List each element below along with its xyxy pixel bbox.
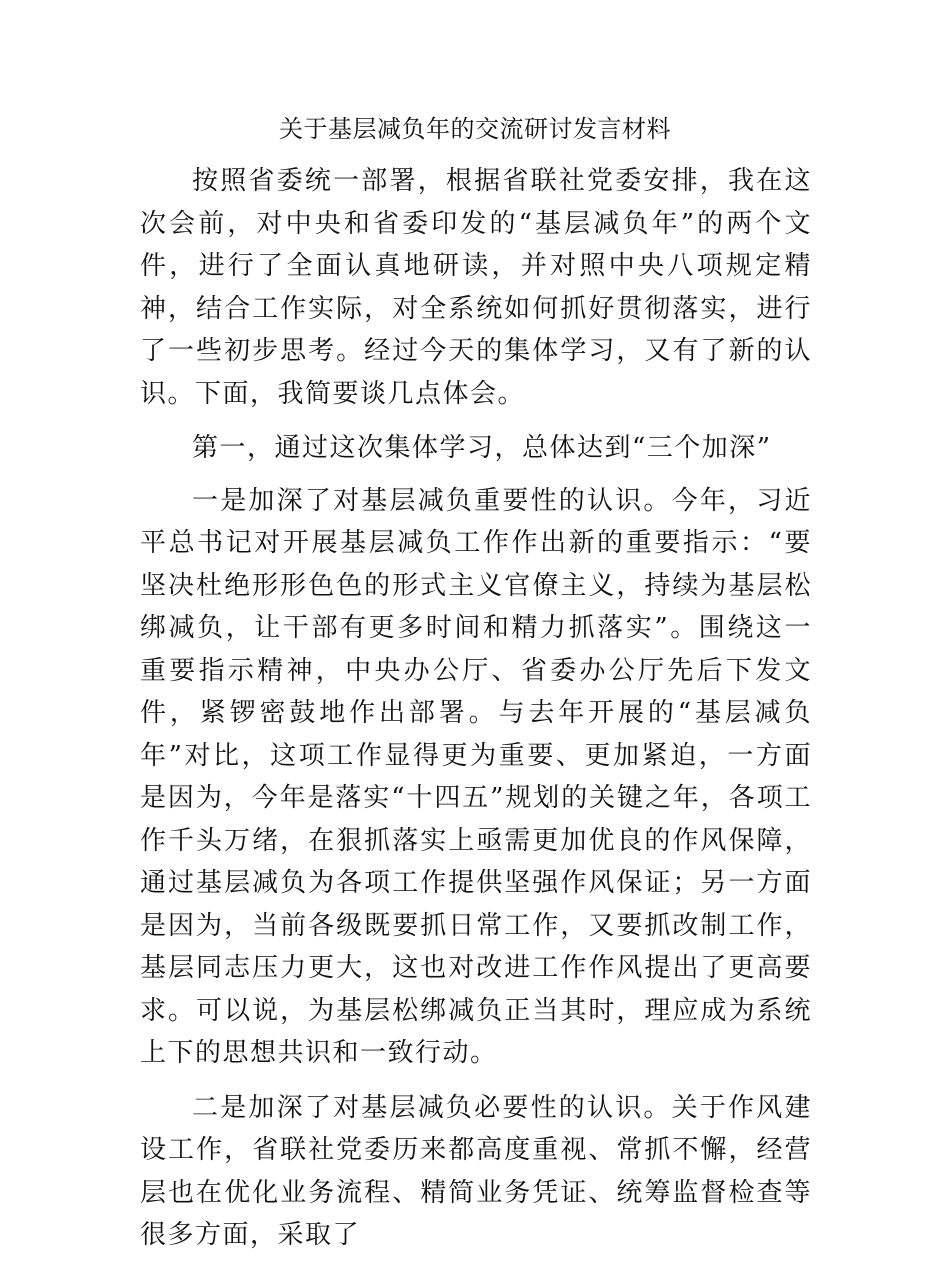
paragraph-intro: 按照省委统一部署，根据省联社党委安排，我在这次会前，对中央和省委印发的“基层减负年”的两个文件，进行了全面认真地研读，并对照中央八项规定精神，结合工作实际，对全系统如何抓好贯彻落实，进行了一些初步思考。经过今天的集体学习，又有了新的认识。下面，我简要谈几点体会。 <box>140 166 812 409</box>
paragraph-necessity: 二是加深了对基层减负必要性的认识。关于作风建设工作，省联社党委历来都高度重视、常抓不懈，经营层也在优化业务流程、精简业务凭证、统筹监督检查等很多方面，采取了 <box>140 1092 812 1250</box>
paragraph-importance: 一是加深了对基层减负重要性的认识。今年，习近平总书记对开展基层减负工作作出新的重要指示：“要坚决杜绝形形色色的形式主义官僚主义，持续为基层松绑减负，让干部有更多时间和精力抓落实”。围绕这一重要指示精神，中央办公厅、省委办公厅先后下发文件，紧锣密鼓地作出部署。与去年开展的“基层减负年”对比，这项工作显得更为重要、更加紧迫，一方面是因为，今年是落实“十四五”规划的关键之年，各项工作千头万绪，在狠抓落实上亟需更加优良的作风保障，通过基层减负为各项工作提供坚强作风保证；另一方面是因为，当前各级既要抓日常工作，又要抓改制工作，基层同志压力更大，这也对改进工作作风提出了更高要求。可以说，为基层松绑减负正当其时，理应成为系统上下的思想共识和一致行动。 <box>140 485 812 1068</box>
document-title: 关于基层减负年的交流研讨发言材料 <box>279 115 671 143</box>
section-heading-first: 第一，通过这次集体学习，总体达到“三个加深” <box>192 433 772 463</box>
document-body <box>140 160 812 1269</box>
